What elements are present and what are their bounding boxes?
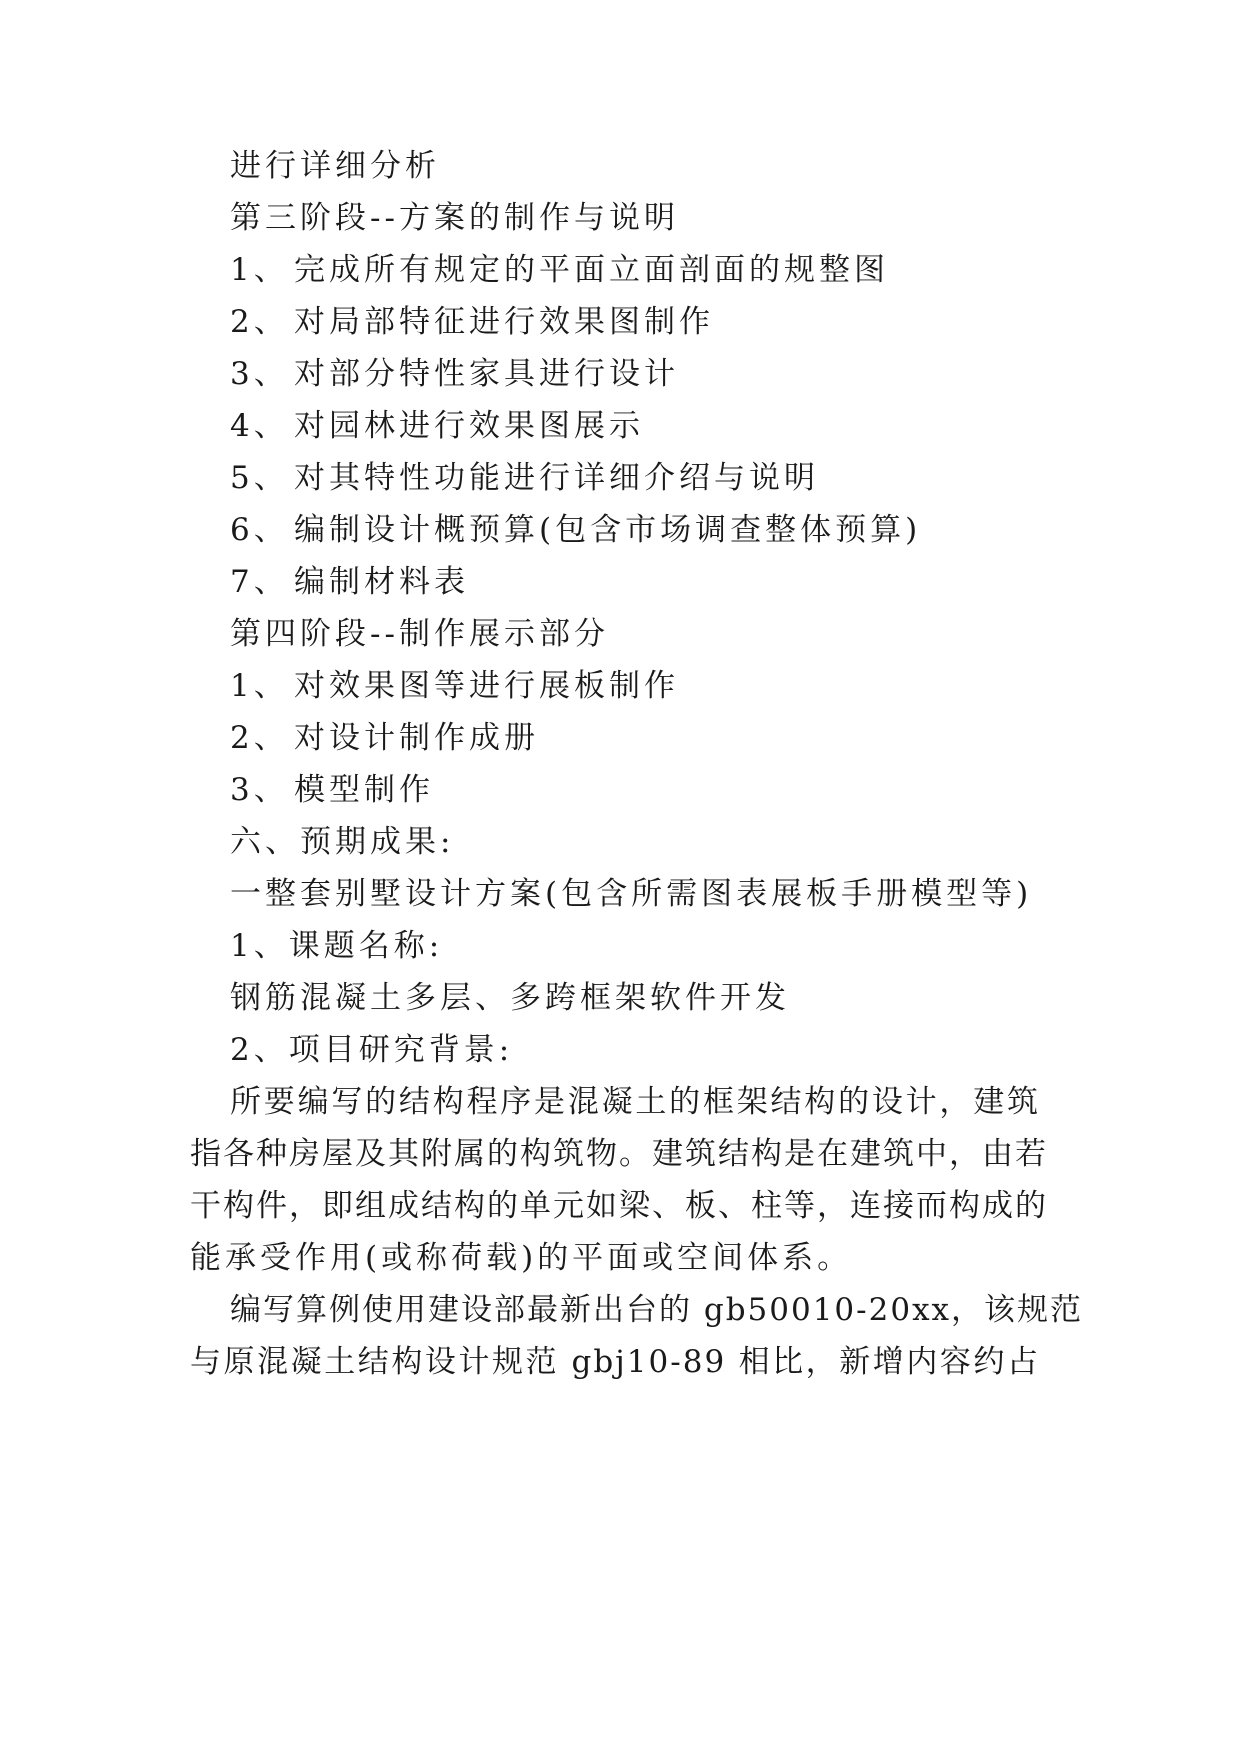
item-text: 完成所有规定的平面立面剖面的规整图 [294,252,889,288]
item-text: 对设计制作成册 [294,720,539,756]
stage3-title: 第三阶段--方案的制作与说明 [230,200,679,236]
stage4-item [230,718,539,758]
paragraph1-line: 所要编写的结构程序是混凝土的框架结构的设计，建筑 [230,1084,1040,1120]
stage3-item [230,250,889,290]
paragraph1-line: 能承受作用(或称荷载)的平面或空间体系。 [190,1240,853,1276]
item-number: 2、 [230,304,289,340]
item-text: 对其特性功能进行详细介绍与说明 [294,460,819,496]
item-text: 编制设计概预算(包含市场调查整体预算) [294,512,922,548]
stage3-item [230,562,469,602]
paragraph1-line: 指各种房屋及其附属的构筑物。建筑结构是在建筑中，由若 [190,1136,1048,1172]
continuation-line: 进行详细分析 [230,148,440,184]
item-text: 对园林进行效果图展示 [294,408,644,444]
stage3-item [230,406,644,446]
background-heading: 2、项目研究背景: [230,1032,514,1068]
item-number: 1、 [230,252,289,288]
item-text: 对部分特性家具进行设计 [294,356,679,392]
paragraph2-line: 与原混凝土结构设计规范 gbj10-89 相比，新增内容约占 [190,1344,1040,1380]
paragraph1-line: 干构件，即组成结构的单元如梁、板、柱等，连接而构成的 [190,1188,1048,1224]
topic-text: 钢筋混凝土多层、多跨框架软件开发 [230,980,790,1016]
item-text: 对效果图等进行展板制作 [294,668,679,704]
stage4-title: 第四阶段--制作展示部分 [230,616,609,652]
item-number: 6、 [230,512,289,548]
item-number: 2、 [230,720,289,756]
item-number: 7、 [230,564,289,600]
item-number: 3、 [230,356,289,392]
topic-heading: 1、课题名称: [230,928,444,964]
item-text: 编制材料表 [294,564,469,600]
item-text: 对局部特征进行效果图制作 [294,304,714,340]
item-text: 模型制作 [294,772,434,808]
stage3-item [230,302,714,342]
item-number: 5、 [230,460,289,496]
item-number: 4、 [230,408,289,444]
expected-heading: 六、预期成果: [230,824,455,860]
expected-text: 一整套别墅设计方案(包含所需图表展板手册模型等) [230,876,1033,912]
paragraph2-line: 编写算例使用建设部最新出台的 gb50010-20xx，该规范 [230,1292,1084,1328]
stage3-item [230,458,819,498]
stage4-item [230,770,434,810]
item-number: 3、 [230,772,289,808]
stage3-item [230,354,679,394]
stage3-item [230,510,921,550]
stage4-item [230,666,679,706]
item-number: 1、 [230,668,289,704]
